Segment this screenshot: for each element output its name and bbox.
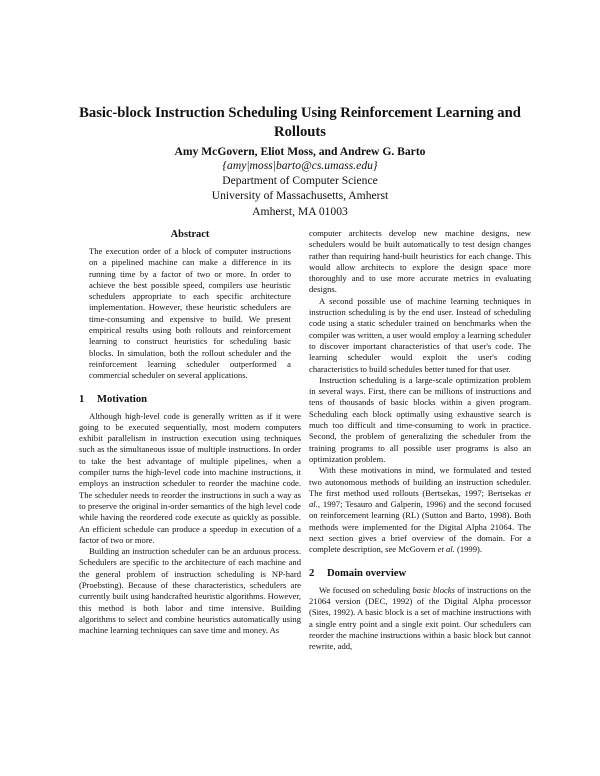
text-run: of instructions on the 21064 version (DEC, 1992) of the Digital Alpha processor (Sites, 1992). A basic block is a set of machine instructions with a single entry point and a single exit point. Our schedulers can reorder the machine instructions within a basic block but cannot rewrite, add, xyxy=(309,584,531,652)
section-title: Domain overview xyxy=(327,567,407,579)
abstract-heading: Abstract xyxy=(170,229,210,240)
right-column xyxy=(309,228,531,652)
text-run-italic: et al. xyxy=(437,544,455,555)
section-number: 1 xyxy=(79,393,85,405)
text-run-italic: basic blocks xyxy=(412,584,455,595)
address: Amherst, MA 01003 xyxy=(252,204,348,218)
text-run: We focused on scheduling xyxy=(319,584,413,595)
section-title: Motivation xyxy=(97,393,148,405)
paragraph: Instruction scheduling is a large-scale optimization problem in several ways. First, there can be millions of instructions and tens of thousands of basic blocks within a given program. Scheduling each block optimally using exhaustive search is much too difficult and time-consuming to work in practice. Second, the problem of generalizing the scheduler from the training programs to all possible user programs is also an optimization problem. xyxy=(309,374,531,464)
paragraph xyxy=(309,585,531,653)
paragraph: Although high-level code is generally written as if it were going to be executed sequentially, most modern computers exhibit parallelism in instruction execution using techniques such as the simultaneous issue of multiple instructions. In order to take the best advantage of multiple pipelines, when a compiler turns the high-level code into machine instructions, it employs an instruction scheduler to reorder the machine code. The scheduler needs to reorder the instructions in such a way as to preserve the original in-order semantics of the high level code while having the reordered code execute as quickly as possible. An efficient schedule can produce a speedup in execution of a factor of two or more. xyxy=(79,410,301,545)
author-email: {amy|moss|barto@cs.umass.edu} xyxy=(222,159,378,172)
paper-title: Basic-block Instruction Scheduling Using Reinforcement Learning and Rollouts xyxy=(79,105,521,140)
university: University of Massachusetts, Amherst xyxy=(211,189,389,203)
paragraph: Building an instruction scheduler can be an arduous process. Schedulers are specific to the architecture of each machine and the general problem of instruction scheduling is NP-hard (Proebsting). Because of these characteristics, schedulers are currently built using handcrafted heuristic algorithms. However, this method is both labor and time intensive. Building algorithms to select and combine heuristics automatically using machine learning techniques can save time and money. As xyxy=(79,546,301,636)
section-heading-domain-overview xyxy=(309,567,531,580)
text-run: With these motivations in mind, we formulated and tested two autonomous methods of building an instruction scheduler. The first method used rollouts (Bertsekas, 1997; Bertsekas xyxy=(309,465,531,498)
section-number: 2 xyxy=(309,567,315,579)
section-heading-motivation xyxy=(79,393,301,406)
text-run: , 1997; Tesauro and Galperin, 1996) and the second focused on reinforcement learning (RL) (Sutton and Barto, 1998). Both methods were implemented for the Digital Alpha 21064. The next section gives a brief overview of the domain. For a complete description, see McGovern xyxy=(309,499,531,555)
text-run: (1999). xyxy=(454,544,483,555)
paragraph xyxy=(309,465,531,555)
paragraph: computer architects develop new machine designs, new schedulers would be built automatically to test design changes rather than requiring hand-built heuristics for each change. This would allow architects to explore the design space more thoroughly and to use more accurate metrics in evaluating designs. xyxy=(309,228,531,295)
left-column xyxy=(79,228,301,637)
paragraph: A second possible use of machine learning techniques in instruction scheduling is by the end user. Instead of scheduling code using a static scheduler trained on benchmarks when the compiler was written, a user would employ a learning scheduler to discover important characteristics of that user's code. The learning scheduler would exploit the user's coding characteristics to build schedules better tuned for that user. xyxy=(309,295,531,374)
abstract-text: The execution order of a block of computer instructions on a pipelined machine can make a difference in its running time by a factor of two or more. In order to achieve the best possible speed, compilers use heuristic schedulers appropriate to each specific architecture implementation. However, these heuristic schedulers are time-consuming and expensive to build. We present empirical results using both rollouts and reinforcement learning to construct heuristics for scheduling basic blocks. In simulation, both the rollout scheduler and the reinforcement learning scheduler outperformed a commercial scheduler on several applications. xyxy=(89,246,291,381)
text-run-italic: et al. xyxy=(309,487,531,510)
paper-authors: Amy McGovern, Eliot Moss, and Andrew G. Barto xyxy=(174,145,426,158)
department: Department of Computer Science xyxy=(222,174,378,188)
author-affiliation xyxy=(60,158,540,219)
